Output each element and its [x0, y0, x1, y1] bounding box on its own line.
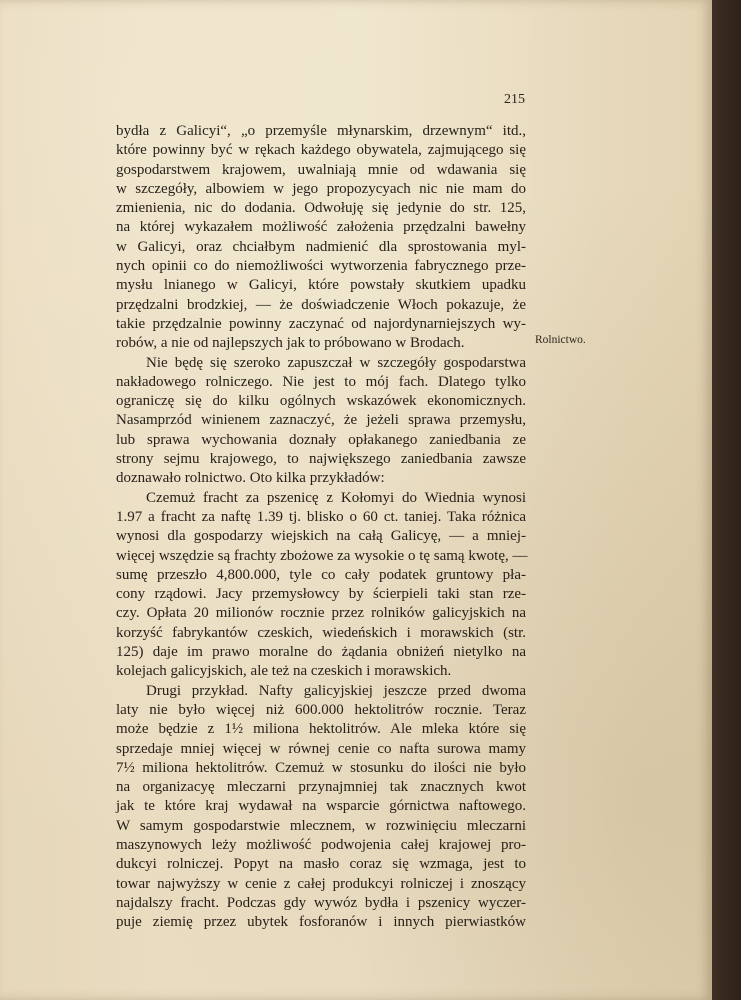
text-line: towar najwyższy w cenie z całej produkcyi rolniczej i znoszący: [116, 875, 526, 892]
text-line: lub sprawa wychowania doznały opłakanego zaniedbania ze: [116, 431, 526, 448]
text-line: takie przędzalnie powinny zaczynać od najordynarniejszych wy-: [116, 315, 526, 332]
text-line: laty nie było więcej niż 600.000 hektolitrów rocznie. Teraz: [116, 701, 526, 718]
text-line: 125) daje im prawo moralne do żądania obniżeń nietylko na: [116, 644, 526, 661]
text-line: mysłu lnianego w Galicyi, które powstały skutkiem upadku: [116, 277, 526, 294]
text-line: przędzalni brodzkiej, — że doświadczenie Włoch pokazuje, że: [116, 296, 526, 313]
text-line: kolejach galicyjskich, ale też na czeskich i morawskich.: [116, 663, 452, 680]
text-line: W samym gospodarstwie mlecznem, w rozwinięciu mleczarni: [116, 817, 526, 834]
text-line: na której wykazałem możliwość założenia przędzalni bawełny: [116, 219, 526, 236]
text-line: Nie będę się szeroko zapuszczał w szczegóły gospodarstwa: [146, 354, 526, 371]
text-line: cony rządowi. Jacy przemysłowcy by ścierpieli taki stan rze-: [116, 586, 526, 603]
text-line: w Galicyi, oraz chciałbym nadmienić dla sprostowania myl-: [116, 238, 526, 255]
text-line: czy. Opłata 20 milionów rocznie przez rolników galicyjskich na: [116, 605, 526, 622]
text-line: Nasamprzód winienem zaznaczyć, że jeżeli sprawa przemysłu,: [116, 412, 526, 429]
text-line: na organizacyę mleczarni przynajmniej tak znacznych kwot: [116, 779, 526, 796]
text-line: wynosi dla gospodarzy wiejskich na całą Galicyę, — a mniej-: [116, 528, 526, 545]
text-line: więcej wszędzie są frachty zbożowe za wysokie o tę samą kwotę, —: [116, 547, 528, 564]
text-line: sprzedaje mniej więcej w równej cenie co nafta surowa mamy: [116, 740, 526, 757]
text-line: 1.97 a fracht za naftę 1.39 tj. blisko o 60 ct. taniej. Taka różnica: [116, 508, 526, 525]
text-line: 7½ miliona hektolitrów. Czemuż w stosunku do ilości nie było: [116, 759, 526, 776]
text-line: maszynowych leży możliwość podwojenia całej krajowej pro-: [116, 836, 526, 853]
body-text: [116, 122, 526, 932]
text-line: które powinny być w rękach każdego obywatela, zajmującego się: [116, 142, 526, 159]
text-line: Drugi przykład. Nafty galicyjskiej jeszcze przed dwoma: [146, 682, 526, 699]
text-line: korzyść fabrykantów czeskich, wiedeńskich i morawskich (str.: [116, 624, 526, 641]
text-line: robów, a nie od najlepszych jak to próbowano w Brodach.: [116, 335, 465, 352]
text-line: ograniczę się do kilku ogólnych wskazówek ekonomicznych.: [116, 393, 526, 410]
text-line: puje ziemię przez ubytek fosforanów i innych pierwiastków: [116, 914, 526, 931]
text-line: może będzie z 1½ miliona hektolitrów. Ale mleka które się: [116, 721, 526, 738]
page-number: 215: [504, 92, 525, 107]
text-line: strony sejmu krajowego, to największego zaniedbania zawsze: [116, 451, 526, 468]
text-line: nakładowego rolniczego. Nie jest to mój fach. Dlatego tylko: [116, 373, 526, 390]
text-line: doznawało rolnictwo. Oto kilka przykładów:: [116, 470, 385, 487]
text-line: najdalszy fracht. Podczas gdy wywóz bydła i pszenicy wyczer-: [116, 894, 526, 911]
text-line: w szczegóły, albowiem w jego propozycyach nic nie mam do: [116, 180, 526, 197]
text-line: jak te które kraj wydawał na wsparcie górnictwa naftowego.: [116, 798, 526, 815]
text-line: sumę przeszło 4,800.000, tyle co cały podatek gruntowy pła-: [116, 566, 526, 583]
text-line: gospodarstwem krajowem, uwalniają mnie od wdawania się: [116, 161, 526, 178]
text-line: Czemuż fracht za pszenicę z Kołomyi do Wiednia wynosi: [146, 489, 526, 506]
text-line: bydła z Galicyi“, „o przemyśle młynarskim, drzewnym“ itd.,: [116, 123, 526, 139]
margin-note: Rolnictwo.: [535, 334, 586, 346]
text-line: nych opinii co do niemożliwości wytworzenia fabrycznego prze-: [116, 258, 526, 275]
text-line: dukcyi rolniczej. Popyt na masło coraz się wzmaga, jest to: [116, 856, 526, 873]
text-line: zmienienia, nic do dodania. Odwołuję się jedynie do str. 125,: [116, 200, 526, 217]
